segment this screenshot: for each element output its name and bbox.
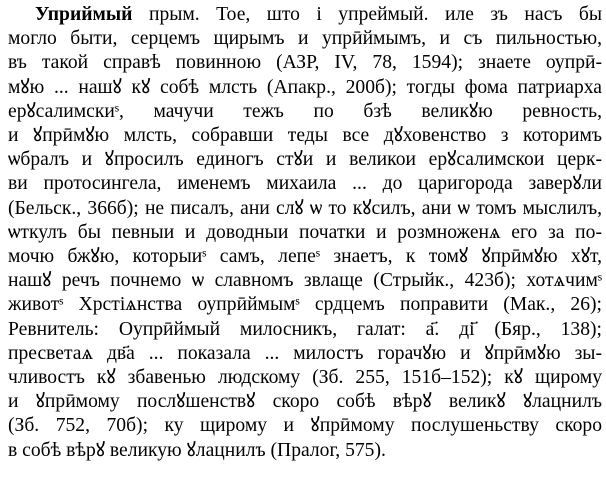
entry-line-17: и ꙋпрӣмому послꙋшенствꙋ скоро собѣ вѣрꙋ великꙋ ꙋлацнилъ — [8, 391, 602, 413]
entry-line-9: (Бельск., 366б); не писалъ, ани слꙋ ѡ то кꙋсилъ, ани ѡ томъ мыслилъ, — [8, 197, 602, 219]
entry-line-5: ерꙋсалимскиˢ, мачучи тежъ по бзѣ великꙋю ревность, — [8, 100, 602, 122]
entry-line-1 — [8, 3, 602, 27]
entry-line-2: могло быти, серцемъ щирымъ и упрӣймымъ, и съ пильностью, — [8, 28, 602, 50]
entry-line-16: чливостъ кꙋ збавенью людскому (Зб. 255, 151б–152); кꙋ щирому — [8, 367, 602, 389]
entry-line-1-text: прым. Тое, што і упреймый. иле зъ насъ бы — [148, 4, 602, 25]
entry-line-18: (Зб. 752, 70б); ку щирому и ꙋпрӣмому послушеньству скоро — [8, 415, 602, 437]
entry-line-19: в собѣ вѣрꙋ великую ꙋлацнилъ (Пралог, 575). — [8, 439, 386, 461]
headword: Уприймый — [35, 4, 133, 25]
entry-line-3: въ такой справѣ повинною (АЗР, IV, 78, 1594); знаете оупрӣ- — [8, 52, 602, 74]
entry-line-10: ѡткулъ бы певныи и доводныи початки и розмноженѧ его за по- — [8, 221, 602, 243]
entry-line-7: ѡбралъ и ꙋпросилъ единогъ стꙋи и великои ерꙋсалимскои церк- — [8, 149, 602, 171]
entry-line-12: нашꙋ речъ почнемо ѡ славномъ звлаще (Стрыйк., 423б); хотѧчимˢ — [8, 270, 602, 292]
entry-line-11: мочю бжꙋю, которыиˢ самъ, лепеˢ знаетъ, к томꙋ ꙋпрӣмꙋю хꙋт, — [8, 246, 602, 268]
entry-line-14: Ревнитель: Оупрӣймый милосникъ, галат: а҃. ді҃ (Бяр., 138); — [8, 318, 602, 340]
entry-line-6: и ꙋпрӣмꙋю млсть, собравши теды все дꙋховенство з которимъ — [8, 125, 602, 147]
entry-line-13: животˢ Хрстіѧнства оупрӣймымˢ срдцемъ поправити (Мак., 26); — [8, 294, 602, 316]
entry-line-4: мꙋю ... нашꙋ кꙋ собѣ млсть (Апакр., 200б); тогды фома патриарха — [8, 76, 602, 98]
dictionary-entry — [8, 3, 602, 463]
entry-line-8: ви протосингела, именемъ михаила ... до царигорода заверꙋли — [8, 173, 602, 195]
entry-line-15: пресветаѧ дв҃а ... показала ... милостъ горачꙋю и ꙋпрӣмꙋю зы- — [8, 342, 602, 364]
